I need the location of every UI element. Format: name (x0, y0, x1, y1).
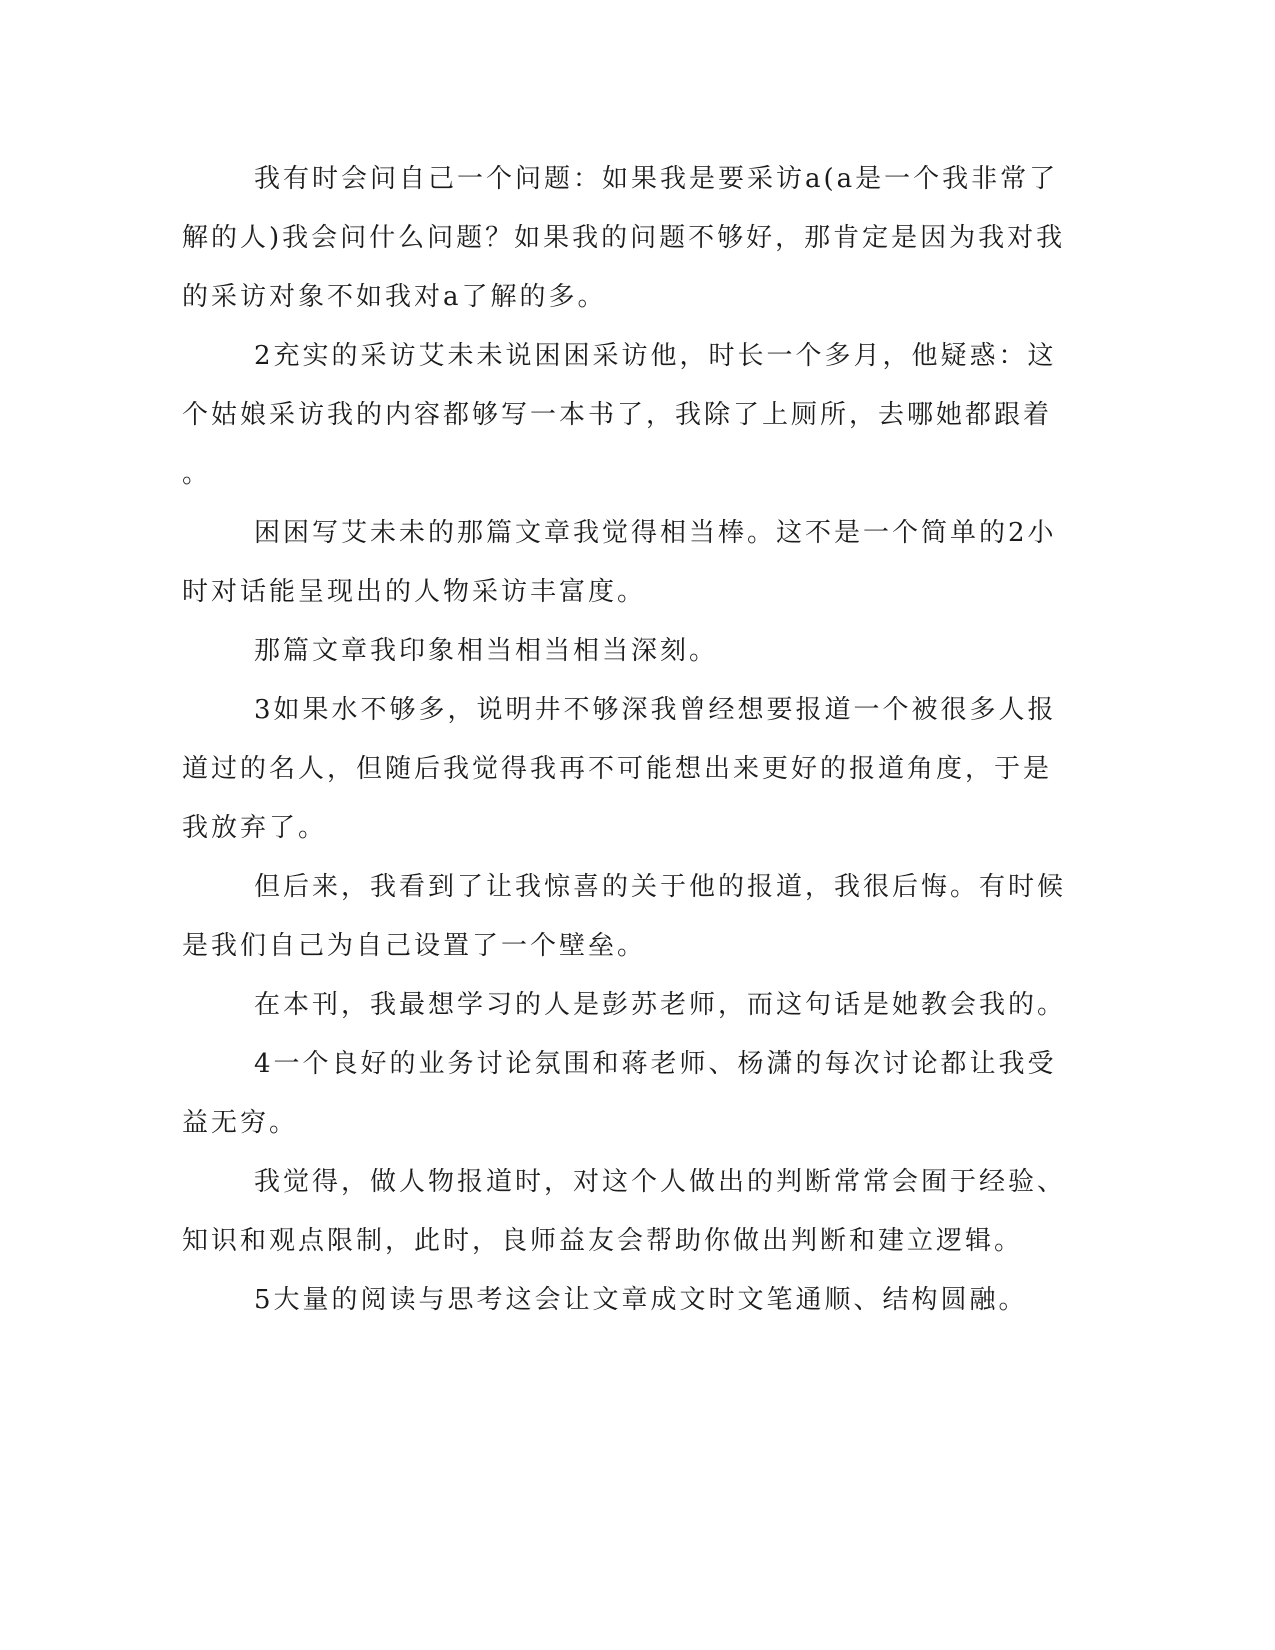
paragraph-7 (182, 976, 1067, 1035)
paragraph-line: 困困写艾未未的那篇文章我觉得相当棒。这不是一个简单的2小 (254, 518, 1057, 548)
paragraph-4 (182, 622, 1022, 681)
paragraph-6 (182, 858, 1067, 976)
paragraph-5 (182, 681, 1057, 858)
paragraph-8 (182, 1035, 1057, 1153)
paragraph-line: 在本刊，我最想学习的人是彭苏老师，而这句话是她教会我的。 (254, 990, 1067, 1020)
paragraph-line: 5大量的阅读与思考这会让文章成文时文笔通顺、结构圆融。 (254, 1285, 1028, 1315)
paragraph-line: 我放弃了。 (182, 813, 328, 843)
paragraph-line: 但后来，我看到了让我惊喜的关于他的报道，我很后悔。有时候 (254, 872, 1067, 902)
paragraph-10 (182, 1271, 1028, 1330)
paragraph-line: 知识和观点限制，此时，良师益友会帮助你做出判断和建立逻辑。 (182, 1226, 1024, 1256)
paragraph-3 (182, 504, 1057, 622)
paragraph-line: 2充实的采访艾未未说困困采访他，时长一个多月，他疑惑：这 (254, 341, 1057, 371)
paragraph-line: 道过的名人，但随后我觉得我再不可能想出来更好的报道角度，于是 (182, 754, 1053, 784)
paragraph-line: 时对话能呈现出的人物采访丰富度。 (182, 577, 647, 607)
paragraph-line: 的采访对象不如我对a了解的多。 (182, 282, 607, 312)
paragraph-1 (182, 150, 1066, 327)
paragraph-line: 我有时会问自己一个问题：如果我是要采访a(a是一个我非常了 (254, 164, 1059, 194)
paragraph-line: 4一个良好的业务讨论氛围和蒋老师、杨潇的每次讨论都让我受 (254, 1049, 1057, 1079)
paragraph-line: 我觉得，做人物报道时，对这个人做出的判断常常会囿于经验、 (254, 1167, 1067, 1197)
paragraph-line: 。 (182, 459, 212, 489)
paragraph-line: 个姑娘采访我的内容都够写一本书了，我除了上厕所，去哪她都跟着 (182, 400, 1053, 430)
paragraph-2 (182, 327, 1057, 504)
paragraph-line: 是我们自己为自己设置了一个壁垒。 (182, 931, 647, 961)
document-body (182, 150, 1067, 1330)
paragraph-line: 益无穷。 (182, 1108, 299, 1138)
paragraph-line: 3如果水不够多，说明井不够深我曾经想要报道一个被很多人报 (254, 695, 1057, 725)
paragraph-line: 解的人)我会问什么问题？如果我的问题不够好，那肯定是因为我对我 (182, 223, 1066, 253)
paragraph-line: 那篇文章我印象相当相当相当深刻。 (254, 636, 719, 666)
paragraph-9 (182, 1153, 1067, 1271)
